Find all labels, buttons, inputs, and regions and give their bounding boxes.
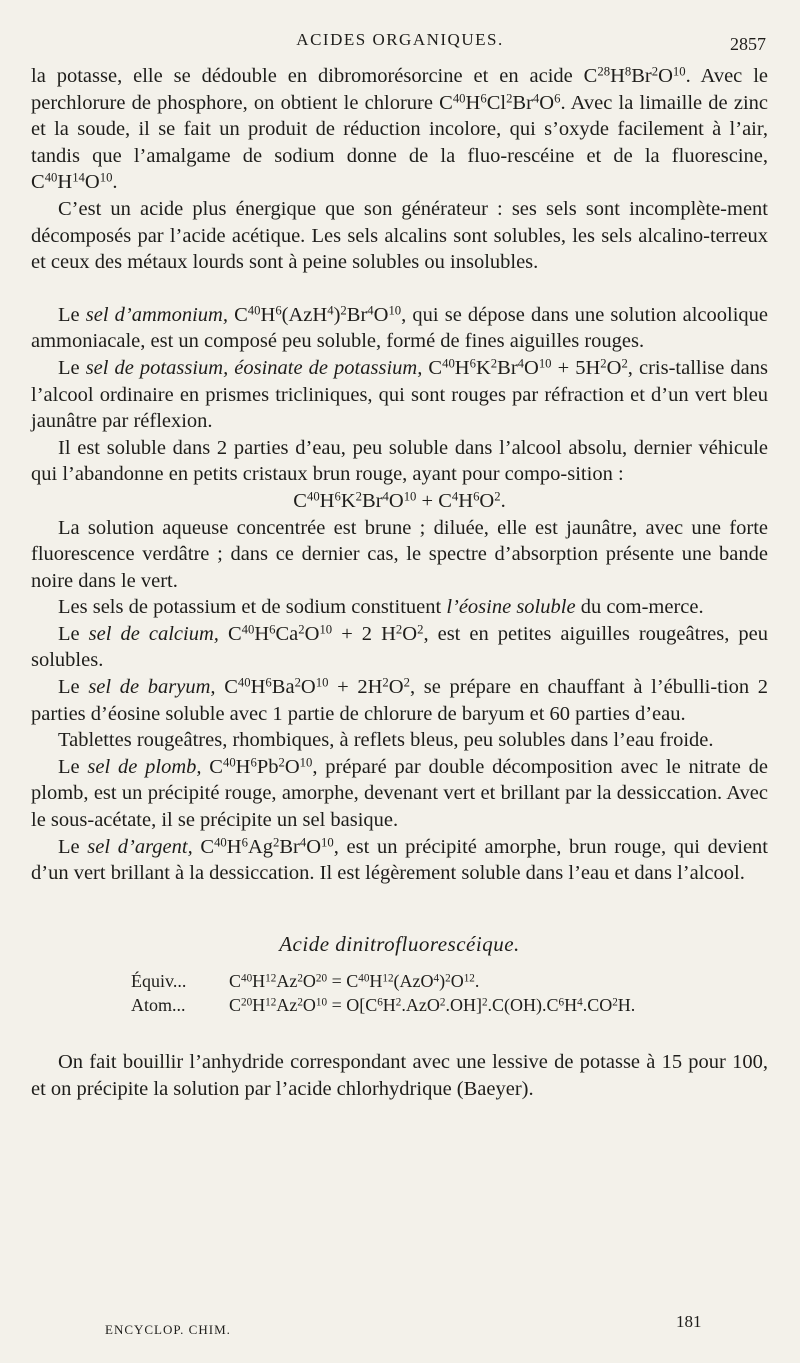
formula-row-equiv: Équiv... $C^{40}H^{12}Az^2O^{20} = C^{40}H^{12}(AzO^4)^2O^{12}$. bbox=[131, 971, 480, 992]
paragraph: Le sel d’ammonium, $C^{40}H^6(AzH^4)^2Br^4O^{10}$, qui se dépose dans une solution alcoolique ammoniacale, est un composé peu soluble, formé de fines aiguilles rouges. bbox=[31, 303, 768, 353]
running-header: ACIDES ORGANIQUES. bbox=[296, 30, 504, 49]
formula-row-atom: Atom... $C^{20}H^{12}Az^2O^{10} = O[C^6H^2.AzO^2.OH]^2.C(OH).C^6H^4.CO^2H$. bbox=[131, 995, 636, 1016]
paragraph: Les sels de potassium et de sodium constituent l’éosine soluble du com-merce. bbox=[58, 596, 704, 619]
formula-table bbox=[131, 969, 768, 1017]
footer-signature: ENCYCLOP. CHIM. bbox=[105, 1322, 231, 1337]
footer-sheet-number: 181 bbox=[676, 1312, 702, 1331]
paragraph: Le sel d’argent, $C^{40}H^6Ag^2Br^4O^{10}$, est un précipité amorphe, brun rouge, qui devient d’un vert brillant à la dessiccation. Il est légèrement soluble dans l’eau et dans l’alcool. bbox=[31, 835, 768, 885]
section-title: Acide dinitrofluorescéique. bbox=[279, 931, 520, 956]
paragraph: Le sel de plomb, $C^{40}H^6Pb^2O^{10}$, préparé par double décomposition avec le nitrate de plomb, est un précipité rouge, amorphe, devenant vert et brillant par la dessiccation. Avec le sous-acétate, il se précipite un sel basique. bbox=[31, 755, 768, 832]
paragraph: Le sel de potassium, éosinate de potassium, $C^{40}H^6K^2Br^4O^{10} + 5H^2O^2$, cris-tallise dans l’alcool ordinaire en prismes tricliniques, qui sont rouges par réfraction et d’un vert bleu jaunâtre par réflexion. bbox=[31, 356, 769, 433]
paragraph: On fait bouillir l’anhydride correspondant avec une lessive de potasse à 15 pour 100, et on précipite la solution par l’acide chlorhydrique (Baeyer). bbox=[31, 1051, 768, 1100]
paragraph: Tablettes rougeâtres, rhombiques, à reflets bleus, peu solubles dans l’eau froide. bbox=[58, 729, 714, 752]
page-number: 2857 bbox=[730, 34, 766, 54]
paragraph: La solution aqueuse concentrée est brune ; diluée, elle est jaunâtre, avec une forte fluorescence verdâtre ; dans ce dernier cas, le spectre d’absorption présente une bande noire dans le vert. bbox=[31, 516, 768, 592]
paragraph: C’est un acide plus énergique que son générateur : ses sels sont incomplète-ment décomposés par l’acide acétique. Les sels alcalins sont solubles, les sels alcalino-terreux et ceux des métaux lourds sont à peine solubles ou insolubles. bbox=[31, 197, 768, 274]
page-body bbox=[31, 63, 768, 1103]
paragraph: Le sel de calcium, $C^{40}H^6Ca^2O^{10} + 2$ $H^2O^2$, est en petites aiguilles rougeâtres, peu solubles. bbox=[31, 622, 768, 672]
paragraph: Il est soluble dans 2 parties d’eau, peu soluble dans l’alcool absolu, dernier véhicule qui l’abandonne en petits cristaux brun rouge, ayant pour compo-sition : bbox=[31, 436, 768, 486]
paragraph: la potasse, elle se dédouble en dibromorésorcine et en acide $C^{28}H^8Br^2O^{10}$. Avec le perchlorure de phosphore, on obtient le chlorure $C^{40}H^6Cl^2Br^4O^6$. Avec la limaille de zinc et la soude, il se fait un produit de réduction incolore, qui s’oxyde facilement à l’air, tandis que l’amalgame de sodium donne de la fluo-rescéine et de la fluorescine, $C^{40}H^{14}O^{10}$. bbox=[31, 64, 769, 194]
formula: $C^{40}H^6K^2Br^4O^{10} + C^4H^6O^2$. bbox=[293, 489, 506, 512]
paragraph: Le sel de baryum, $C^{40}H^6Ba^2O^{10} + 2H^2O^2$, se prépare en chauffant à l’ébulli-tion 2 parties d’éosine soluble avec 1 partie de chlorure de baryum et 60 parties d’eau. bbox=[31, 675, 768, 725]
